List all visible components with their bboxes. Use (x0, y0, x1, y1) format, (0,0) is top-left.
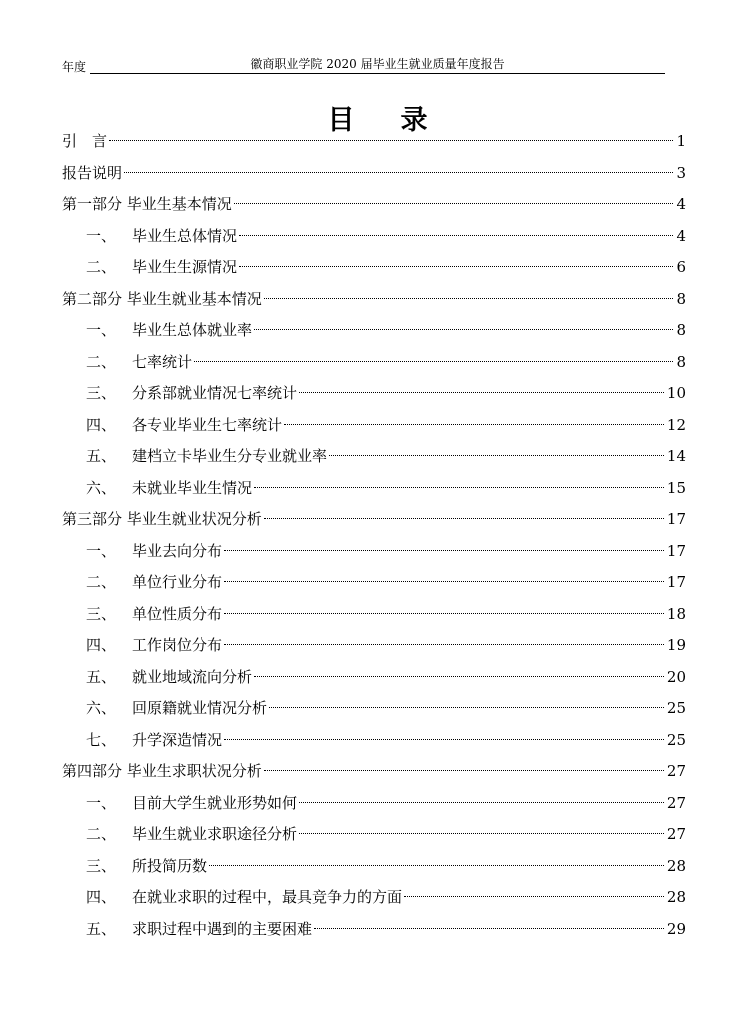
toc-entry-number: 五、 (86, 447, 117, 465)
toc-page-number: 8 (676, 352, 686, 371)
toc-entry-text: 毕业生就业求职途径分析 (132, 825, 298, 843)
toc-entry-label (86, 851, 207, 883)
toc-entry[interactable] (62, 914, 686, 946)
toc-entry-text: 未就业毕业生情况 (132, 478, 253, 497)
header-rule (90, 73, 665, 74)
toc-dot-leader (224, 644, 664, 645)
toc-entry[interactable] (62, 189, 686, 221)
toc-entry-text: 第二部分 毕业生就业基本情况 (62, 289, 262, 308)
toc-page-number: 18 (666, 604, 686, 623)
toc-page-number: 27 (666, 793, 686, 812)
header-report-title: 徽商职业学院 2020 届毕业生就业质量年度报告 (250, 57, 505, 71)
toc-entry[interactable] (62, 158, 686, 190)
toc-entry-label (86, 567, 222, 599)
toc-entry-text: 各专业毕业生七率统计 (132, 415, 283, 434)
toc-entry-number: 五、 (86, 667, 117, 686)
toc-dot-leader (284, 424, 664, 425)
toc-entry-label (86, 914, 312, 946)
toc-entry-text: 第一部分 毕业生基本情况 (62, 195, 232, 213)
toc-page-number: 28 (666, 888, 686, 906)
toc-dot-leader (254, 329, 673, 330)
toc-entry-text: 单位行业分布 (132, 573, 223, 591)
toc-entry[interactable] (62, 378, 686, 410)
toc-entry[interactable] (62, 315, 686, 347)
toc-entry[interactable] (62, 851, 686, 883)
toc-page-number: 25 (666, 730, 686, 749)
toc-dot-leader (314, 928, 664, 929)
toc-entry-text: 单位性质分布 (132, 604, 223, 623)
toc-page-number: 10 (666, 384, 686, 402)
toc-page-number: 27 (666, 825, 686, 843)
toc-title-char-2: 录 (400, 105, 428, 137)
toc-entry-label (86, 378, 297, 410)
toc-entry-number: 三、 (86, 604, 117, 623)
toc-entry-label (86, 441, 327, 473)
toc-entry[interactable] (62, 473, 686, 505)
toc-dot-leader (404, 896, 664, 897)
toc-dot-leader (239, 235, 673, 236)
toc-entry-number: 二、 (86, 573, 117, 591)
toc-page-number: 14 (666, 447, 686, 465)
toc-entry-number: 三、 (86, 856, 117, 875)
toc-entry[interactable] (62, 599, 686, 631)
toc-entry-number: 四、 (86, 636, 117, 654)
toc-entry-label (86, 473, 252, 505)
toc-entry[interactable] (62, 221, 686, 253)
toc-entry-label (62, 126, 107, 158)
toc-page-number: 17 (666, 573, 686, 591)
toc-entry[interactable] (62, 693, 686, 725)
toc-dot-leader (224, 613, 664, 614)
toc-page-number: 15 (666, 478, 686, 497)
toc-entry[interactable] (62, 252, 686, 284)
toc-entry[interactable] (62, 441, 686, 473)
toc-entry-number: 五、 (86, 919, 117, 938)
toc-page-number: 19 (666, 636, 686, 654)
toc-entry-text: 第三部分 毕业生就业状况分析 (62, 510, 262, 528)
toc-dot-leader (264, 298, 674, 299)
toc-dot-leader (299, 392, 664, 393)
toc-page-number: 28 (666, 856, 686, 875)
toc-entry-label (86, 882, 402, 914)
toc-entry[interactable] (62, 819, 686, 851)
toc-entry-number: 六、 (86, 699, 117, 717)
toc-entry-text: 工作岗位分布 (132, 636, 223, 654)
toc-dot-leader (124, 172, 673, 173)
toc-page-number: 20 (666, 667, 686, 686)
toc-entry-number: 七、 (86, 730, 117, 749)
toc-entry[interactable] (62, 536, 686, 568)
toc-entry-number: 四、 (86, 415, 117, 434)
toc-entry-text: 目前大学生就业形势如何 (132, 793, 298, 812)
toc-entry-text: 回原籍就业情况分析 (132, 699, 268, 717)
toc-entry-number: 二、 (86, 352, 117, 371)
toc-page-number: 17 (666, 541, 686, 560)
toc-entry-number: 二、 (86, 258, 117, 276)
toc-page-number: 8 (676, 289, 686, 308)
toc-dot-leader (109, 140, 673, 141)
header-year-label: 年度 (62, 60, 87, 74)
toc-entry-number: 三、 (86, 384, 117, 402)
toc-entry[interactable] (62, 788, 686, 820)
toc-page-number: 4 (676, 226, 686, 245)
toc-dot-leader (264, 770, 664, 771)
toc-entry-text: 毕业生生源情况 (132, 258, 238, 276)
toc-entry-label (86, 693, 267, 725)
toc-entry-text: 分系部就业情况七率统计 (132, 384, 298, 402)
toc-entry-text: 报告说明 (62, 163, 123, 182)
toc-entry-text: 七率统计 (132, 352, 193, 371)
toc-entry-text: 升学深造情况 (132, 730, 223, 749)
toc-entry[interactable] (62, 504, 686, 536)
toc-entry-text: 建档立卡毕业生分专业就业率 (132, 447, 328, 465)
toc-dot-leader (299, 802, 664, 803)
toc-entry[interactable] (62, 347, 686, 379)
toc-entry[interactable] (62, 630, 686, 662)
toc-entry[interactable] (62, 410, 686, 442)
toc-entry-label (86, 599, 222, 631)
toc-entry-text: 求职过程中遇到的主要困难 (132, 919, 313, 938)
toc-page-number: 4 (676, 195, 686, 213)
toc-entry-number: 一、 (86, 541, 117, 560)
toc-entry-text: 第四部分 毕业生求职状况分析 (62, 762, 262, 780)
toc-dot-leader (299, 833, 664, 834)
toc-entry-number: 六、 (86, 478, 117, 497)
toc-page-number: 12 (666, 415, 686, 434)
toc-entry-label (86, 725, 222, 757)
toc-dot-leader (239, 266, 673, 267)
toc-dot-leader (329, 455, 664, 456)
toc-entry-label (62, 756, 262, 788)
toc-dot-leader (269, 707, 664, 708)
toc-entry-text: 引 言 (62, 132, 108, 150)
toc-entry[interactable] (62, 126, 686, 158)
toc-entry-text: 毕业去向分布 (132, 541, 223, 560)
toc-entry-label (86, 630, 222, 662)
toc-dot-leader (224, 581, 664, 582)
toc-dot-leader (254, 487, 664, 488)
toc-dot-leader (209, 865, 664, 866)
toc-entry-number: 二、 (86, 825, 117, 843)
toc-entry[interactable] (62, 882, 686, 914)
toc-entry-label (86, 536, 222, 568)
toc-entry-label (86, 347, 192, 379)
toc-entry[interactable] (62, 662, 686, 694)
toc-dot-leader (224, 550, 664, 551)
toc-page-number: 25 (666, 699, 686, 717)
toc-dot-leader (224, 739, 664, 740)
toc-entry-number: 一、 (86, 321, 117, 339)
toc-dot-leader (264, 518, 664, 519)
toc-entry-label (86, 315, 252, 347)
toc-entry[interactable] (62, 756, 686, 788)
toc-entry[interactable] (62, 567, 686, 599)
toc-entry-text: 在就业求职的过程中，最具竞争力的方面 (132, 888, 403, 906)
toc-dot-leader (234, 203, 674, 204)
toc-page-number: 17 (666, 510, 686, 528)
toc-entry-label (86, 410, 282, 442)
toc-entry-label (86, 662, 252, 694)
toc-page-number: 6 (676, 258, 686, 276)
toc-entry-label (86, 819, 297, 851)
toc-entry-label (86, 221, 237, 253)
toc-entry-number: 一、 (86, 226, 117, 245)
toc-entry[interactable] (62, 284, 686, 316)
toc-dot-leader (254, 676, 664, 677)
toc-entry-text: 毕业生总体情况 (132, 226, 238, 245)
toc-page-number: 27 (666, 762, 686, 780)
table-of-contents (62, 126, 686, 945)
toc-entry-number: 一、 (86, 793, 117, 812)
toc-page-number: 8 (676, 321, 686, 339)
toc-entry-label (62, 189, 232, 221)
toc-entry-text: 毕业生总体就业率 (132, 321, 253, 339)
toc-entry-label (62, 158, 122, 190)
toc-title-char-1: 目 (327, 105, 355, 137)
toc-entry[interactable] (62, 725, 686, 757)
toc-entry-text: 就业地域流向分析 (132, 667, 253, 686)
toc-entry-number: 四、 (86, 888, 117, 906)
toc-page-number: 3 (676, 163, 686, 182)
toc-dot-leader (194, 361, 673, 362)
toc-entry-label (62, 504, 262, 536)
toc-entry-label (86, 788, 297, 820)
toc-entry-text: 所投简历数 (132, 856, 208, 875)
toc-page-number: 29 (666, 919, 686, 938)
toc-entry-label (86, 252, 237, 284)
toc-entry-label (62, 284, 262, 316)
toc-page-number: 1 (676, 132, 686, 150)
